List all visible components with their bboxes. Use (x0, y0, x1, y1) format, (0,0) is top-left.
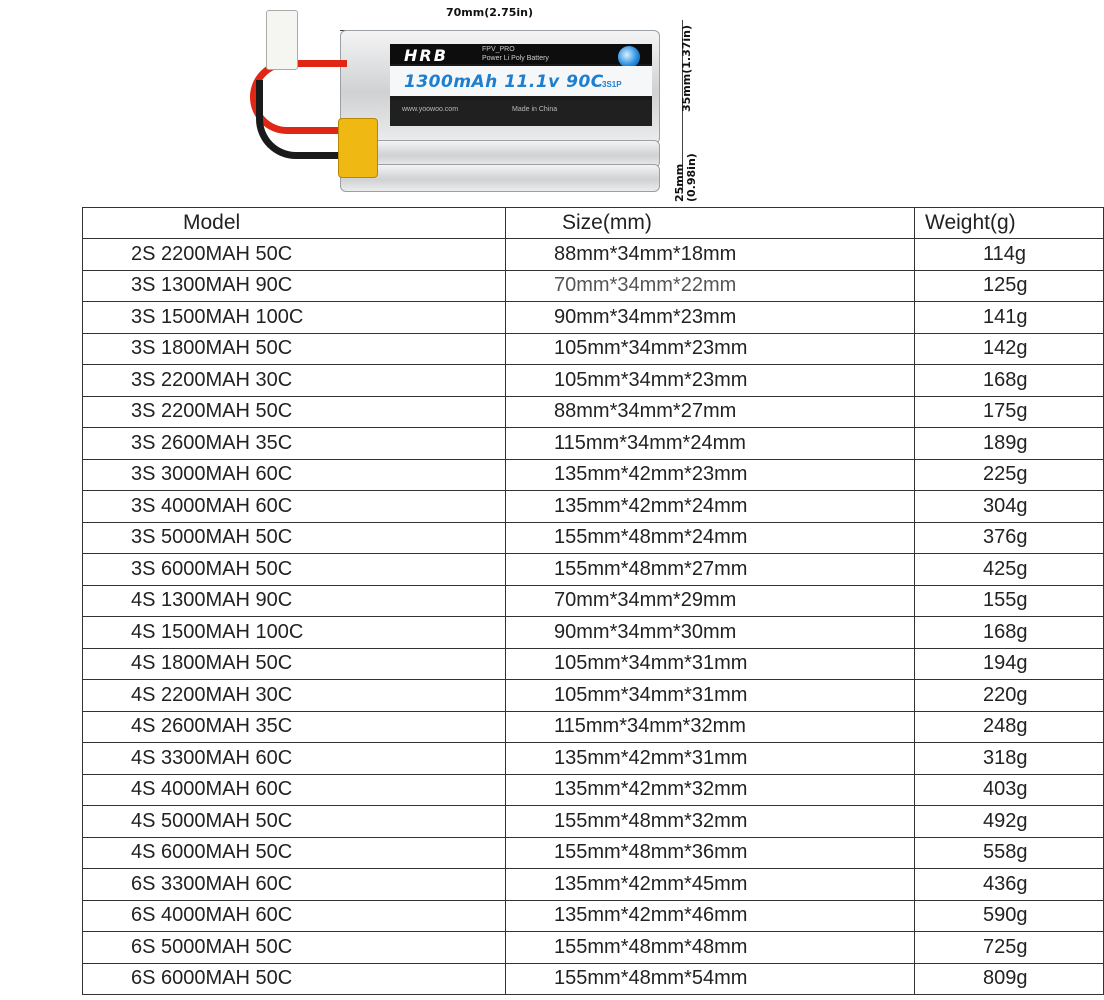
header-model: Model (83, 208, 506, 239)
cell-model: 4S 5000MAH 50C (83, 806, 506, 838)
header-size: Size(mm) (506, 208, 915, 239)
cell-weight: 809g (915, 963, 1104, 995)
cell-size: 135mm*42mm*46mm (506, 900, 915, 932)
cell-weight: 141g (915, 302, 1104, 334)
table-row (83, 554, 1104, 586)
cell-model: 4S 1800MAH 50C (83, 648, 506, 680)
height-dimension-label (674, 153, 698, 202)
cell-weight: 436g (915, 869, 1104, 901)
width-dimension-label: 35mm(1.37in) (680, 24, 693, 112)
cell-size: 90mm*34mm*30mm (506, 617, 915, 649)
cell-size: 155mm*48mm*54mm (506, 963, 915, 995)
height-dimension-in: (0.98in) (685, 153, 698, 202)
cell-model: 3S 2200MAH 50C (83, 396, 506, 428)
brand-logo: HRB (404, 46, 448, 65)
brand-subtitle: FPV_PRO (482, 46, 515, 53)
cell-size: 105mm*34mm*23mm (506, 333, 915, 365)
cell-weight: 168g (915, 365, 1104, 397)
cell-model: 3S 1300MAH 90C (83, 270, 506, 302)
cell-weight: 725g (915, 932, 1104, 964)
cell-model: 6S 4000MAH 60C (83, 900, 506, 932)
height-dimension-mm: 25mm (673, 163, 686, 202)
cell-weight: 142g (915, 333, 1104, 365)
cell-weight: 220g (915, 680, 1104, 712)
made-in-label: Made in China (512, 106, 558, 113)
cell-model: 6S 3300MAH 60C (83, 869, 506, 901)
battery-label (390, 44, 652, 126)
cell-model: 6S 6000MAH 50C (83, 963, 506, 995)
cell-model: 3S 1500MAH 100C (83, 302, 506, 334)
table-row (83, 617, 1104, 649)
cell-model: 4S 6000MAH 50C (83, 837, 506, 869)
cell-model: 3S 4000MAH 60C (83, 491, 506, 523)
battery-spec-table-wrap (82, 207, 1028, 994)
brand-tagline: Power Li Poly Battery (482, 55, 549, 62)
cell-size: 135mm*42mm*32mm (506, 774, 915, 806)
cell-model: 4S 1300MAH 90C (83, 585, 506, 617)
table-row (83, 522, 1104, 554)
cell-size: 105mm*34mm*31mm (506, 648, 915, 680)
cell-size: 70mm*34mm*29mm (506, 585, 915, 617)
cell-weight: 248g (915, 711, 1104, 743)
table-row (83, 806, 1104, 838)
globe-icon (618, 46, 640, 68)
table-row (83, 900, 1104, 932)
cell-model: 4S 1500MAH 100C (83, 617, 506, 649)
cell-size: 155mm*48mm*48mm (506, 932, 915, 964)
table-row (83, 302, 1104, 334)
label-footer-band (390, 100, 652, 126)
battery-pack (340, 30, 660, 192)
cell-model: 3S 2200MAH 30C (83, 365, 506, 397)
table-row (83, 428, 1104, 460)
pack-cell-bottom (340, 164, 660, 192)
cell-weight: 558g (915, 837, 1104, 869)
table-row (83, 963, 1104, 995)
cell-weight: 225g (915, 459, 1104, 491)
cell-size: 135mm*42mm*24mm (506, 491, 915, 523)
cell-size: 135mm*42mm*45mm (506, 869, 915, 901)
table-row (83, 459, 1104, 491)
table-row (83, 491, 1104, 523)
cell-model: 4S 4000MAH 60C (83, 774, 506, 806)
table-row (83, 869, 1104, 901)
cell-model: 2S 2200MAH 50C (83, 239, 506, 271)
cell-weight: 492g (915, 806, 1104, 838)
table-row (83, 365, 1104, 397)
cell-size: 90mm*34mm*23mm (506, 302, 915, 334)
cell-size: 155mm*48mm*24mm (506, 522, 915, 554)
table-header-row (83, 208, 1104, 239)
cell-weight: 590g (915, 900, 1104, 932)
table-row (83, 585, 1104, 617)
cell-weight: 189g (915, 428, 1104, 460)
cell-weight: 175g (915, 396, 1104, 428)
cell-weight: 425g (915, 554, 1104, 586)
cell-model: 6S 5000MAH 50C (83, 932, 506, 964)
cell-weight: 155g (915, 585, 1104, 617)
table-row (83, 711, 1104, 743)
cell-size: 115mm*34mm*32mm (506, 711, 915, 743)
cell-size: 70mm*34mm*22mm (506, 270, 915, 302)
cell-size: 135mm*42mm*23mm (506, 459, 915, 491)
cell-size: 155mm*48mm*27mm (506, 554, 915, 586)
cell-weight: 194g (915, 648, 1104, 680)
cell-model: 4S 2600MAH 35C (83, 711, 506, 743)
balance-connector (266, 10, 298, 70)
cell-model: 3S 3000MAH 60C (83, 459, 506, 491)
cell-weight: 403g (915, 774, 1104, 806)
cell-weight: 114g (915, 239, 1104, 271)
header-weight: Weight(g) (915, 208, 1104, 239)
table-row (83, 333, 1104, 365)
cell-size: 88mm*34mm*18mm (506, 239, 915, 271)
battery-spec-table (82, 207, 1104, 995)
cell-weight: 125g (915, 270, 1104, 302)
table-body (83, 239, 1104, 995)
cell-model: 3S 6000MAH 50C (83, 554, 506, 586)
cell-model: 3S 5000MAH 50C (83, 522, 506, 554)
table-row (83, 239, 1104, 271)
cell-size: 155mm*48mm*36mm (506, 837, 915, 869)
table-row (83, 680, 1104, 712)
cell-model: 3S 2600MAH 35C (83, 428, 506, 460)
table-row (83, 932, 1104, 964)
cell-size: 105mm*34mm*31mm (506, 680, 915, 712)
table-row (83, 837, 1104, 869)
cell-weight: 304g (915, 491, 1104, 523)
battery-product-image (230, 0, 710, 205)
xt60-connector (338, 118, 378, 178)
cell-model: 3S 1800MAH 50C (83, 333, 506, 365)
cell-size: 115mm*34mm*24mm (506, 428, 915, 460)
cell-model: 4S 3300MAH 60C (83, 743, 506, 775)
cell-weight: 168g (915, 617, 1104, 649)
cell-size: 88mm*34mm*27mm (506, 396, 915, 428)
cell-model: 4S 2200MAH 30C (83, 680, 506, 712)
table-row (83, 396, 1104, 428)
table-row (83, 270, 1104, 302)
cell-size: 105mm*34mm*23mm (506, 365, 915, 397)
cell-weight: 376g (915, 522, 1104, 554)
table-row (83, 774, 1104, 806)
length-dimension-label: 70mm(2.75in) (446, 6, 534, 19)
table-row (83, 743, 1104, 775)
table-row (83, 648, 1104, 680)
battery-spec: 1300mAh 11.1v 90C (404, 72, 604, 92)
cell-size: 135mm*42mm*31mm (506, 743, 915, 775)
website-url: www.yoowoo.com (402, 106, 459, 113)
cell-config: 3S1P (602, 80, 622, 89)
cell-weight: 318g (915, 743, 1104, 775)
cell-size: 155mm*48mm*32mm (506, 806, 915, 838)
